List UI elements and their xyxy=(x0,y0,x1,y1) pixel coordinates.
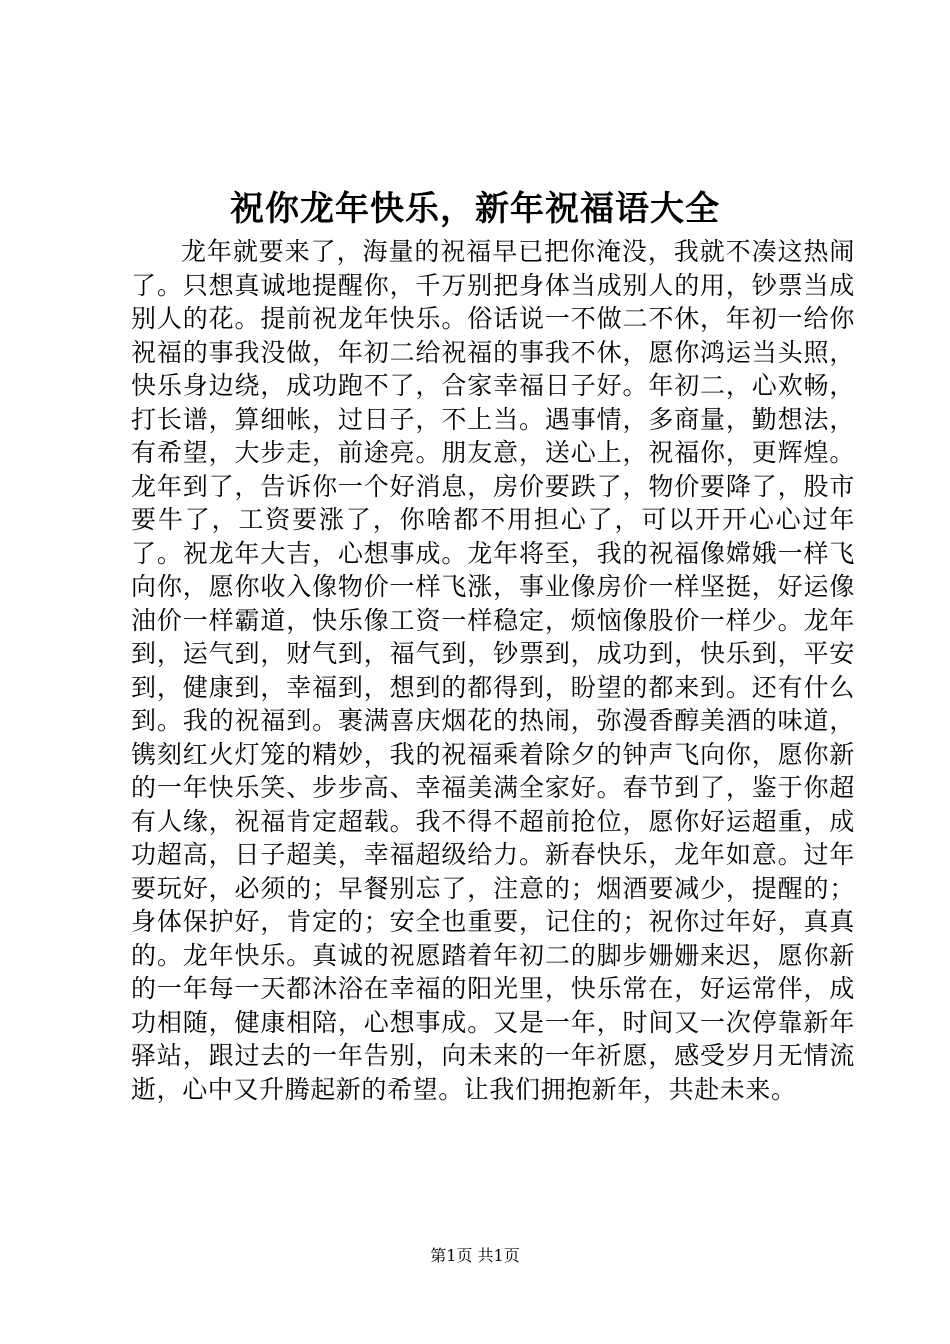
page-footer: 第1页 共1页 xyxy=(430,1246,520,1265)
body-paragraph: 龙年就要来了，海量的祝福早已把你淹没，我就不凑这热闹了。只想真诚地提醒你，千万别把身体当成别人的用，钞票当成别人的花。提前祝龙年快乐。俗话说一不做二不休，年初一给你祝福的事我没做，年初二给祝福的事我不休，愿你鸿运当头照，快乐身边绕，成功跑不了，合家幸福日子好。年初二，心欢畅，打长谱，算细帐，过日子，不上当。遇事情，多商量，勤想法，有希望，大步走，前途亮。朋友意，送心上，祝福你，更辉煌。龙年到了，告诉你一个好消息，房价要跌了，物价要降了，股市要牛了，工资要涨了，你啥都不用担心了，可以开开心心过年了。祝龙年大吉，心想事成。龙年将至，我的祝福像嫦娥一样飞向你，愿你收入像物价一样飞涨，事业像房价一样坚挺，好运像油价一样霸道，快乐像工资一样稳定，烦恼像股价一样少。龙年到，运气到，财气到，福气到，钞票到，成功到，快乐到，平安到，健康到，幸福到，想到的都得到，盼望的都来到。还有什么到。我的祝福到。裹满喜庆烟花的热闹，弥漫香醇美酒的味道，镌刻红火灯笼的精妙，我的祝福乘着除夕的钟声飞向你，愿你新的一年快乐笑、步步高、幸福美满全家好。春节到了，鉴于你超有人缘，祝福肯定超载。我不得不超前抢位，愿你好运超重，成功超高，日子超美，幸福超级给力。新春快乐，龙年如意。过年要玩好，必须的；早餐别忘了，注意的；烟酒要减少，提醒的；身体保护好，肯定的；安全也重要，记住的；祝你过年好，真真的。龙年快乐。真诚的祝愿踏着年初二的脚步姗姗来迟，愿你新的一年每一天都沐浴在幸福的阳光里，快乐常在，好运常伴，成功相随，健康相陪，心想事成。又是一年，时间又一次停靠新年驿站，跟过去的一年告别，向未来的一年祈愿，感受岁月无情流逝，心中又升腾起新的希望。让我们拥抱新年，共赴未来。 xyxy=(131,237,855,1104)
document-title: 祝你龙年快乐，新年祝福语大全 xyxy=(230,189,720,229)
